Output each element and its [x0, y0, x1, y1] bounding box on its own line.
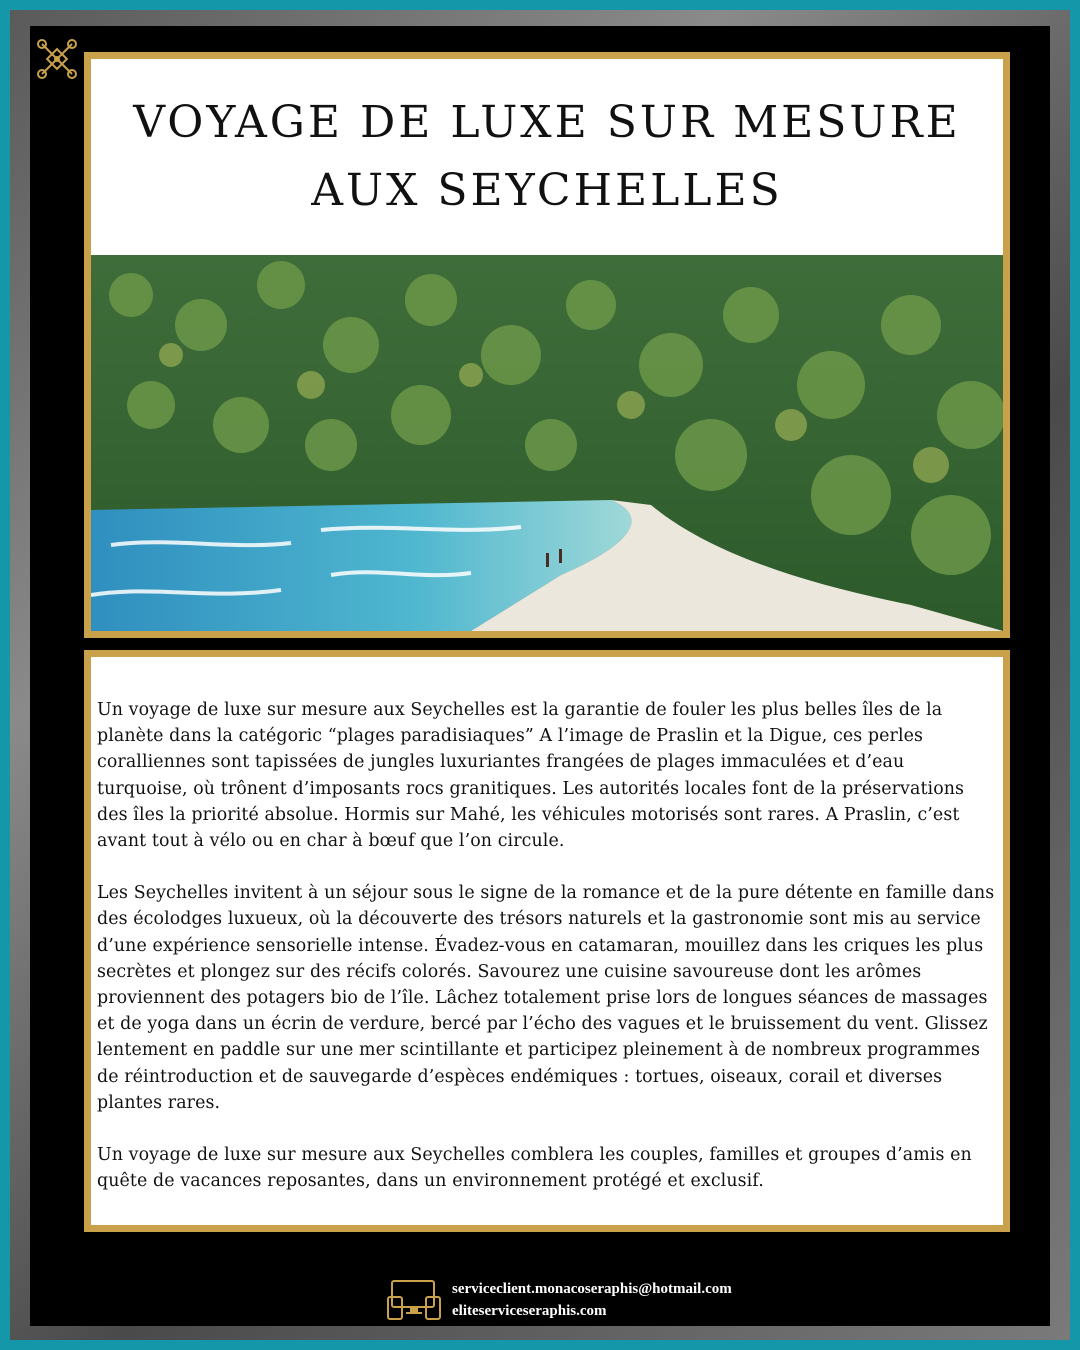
title-panel: [84, 52, 1010, 638]
paragraph-3: Un voyage de luxe sur mesure aux Seychelles comblera les couples, familles et groupes d’amis en quête de vacances reposantes, dans un environnement protégé et exclusif.: [97, 1145, 972, 1192]
devices-icon: [386, 1279, 444, 1321]
title-line-1: VOYAGE DE LUXE SUR MESURE: [133, 96, 961, 148]
title-line-2: AUX SEYCHELLES: [311, 165, 783, 216]
keys-logo-icon: [34, 36, 80, 82]
title-area: [91, 59, 1003, 255]
hero-image: [91, 255, 1003, 631]
beach-photo: [91, 255, 1003, 631]
footer-contact: [386, 1278, 732, 1322]
text-area: [91, 657, 1003, 1225]
page-title: [133, 89, 960, 225]
email-link[interactable]: serviceclient.monacoseraphis@hotmail.com: [452, 1281, 732, 1297]
paragraph-1: Un voyage de luxe sur mesure aux Seychelles est la garantie de fouler les plus belles îles de la planète dans la catégoric “plages paradisiaques” A l’image de Praslin et la Digue, ces perles coralliennes sont tapissées de jungles luxuriantes frangées de plages immaculées et d’eau turquoise, où trônent d’imposants rocs granitiques. Les autorités locales font de la préservations des îles la priorité absolue. Hormis sur Mahé, les véhicules motorisés sont rares. A Praslin, c’est avant tout à vélo ou en char à bœuf que l’on circule.: [97, 700, 965, 852]
website-link[interactable]: eliteserviceseraphis.com: [452, 1303, 607, 1319]
text-panel: [84, 650, 1010, 1232]
paragraph-2: Les Seychelles invitent à un séjour sous le signe de la romance et de la pure détente en famille dans des écolodges luxueux, où la découverte des trésors naturels et la gastronomie sont mis au service d’une expérience sensorielle intense. Évadez-vous en catamaran, mouillez dans les criques les plus secrètes et plongez sur des récifs colorés. Savourez une cuisine savoureuse dont les arômes proviennent des potagers bio de l’île. Lâchez totalement prise lors de longues séances de massages et de yoga dans un écrin de verdure, bercé par l’écho des vagues et le bruissement du vent. Glissez lentement en paddle sur une mer scintillante et participez pleinement à de nombreux programmes de réintroduction et de sauvegarde d’espèces endémiques : tortues, oiseaux, corail et diverses plantes rares.: [97, 883, 995, 1113]
